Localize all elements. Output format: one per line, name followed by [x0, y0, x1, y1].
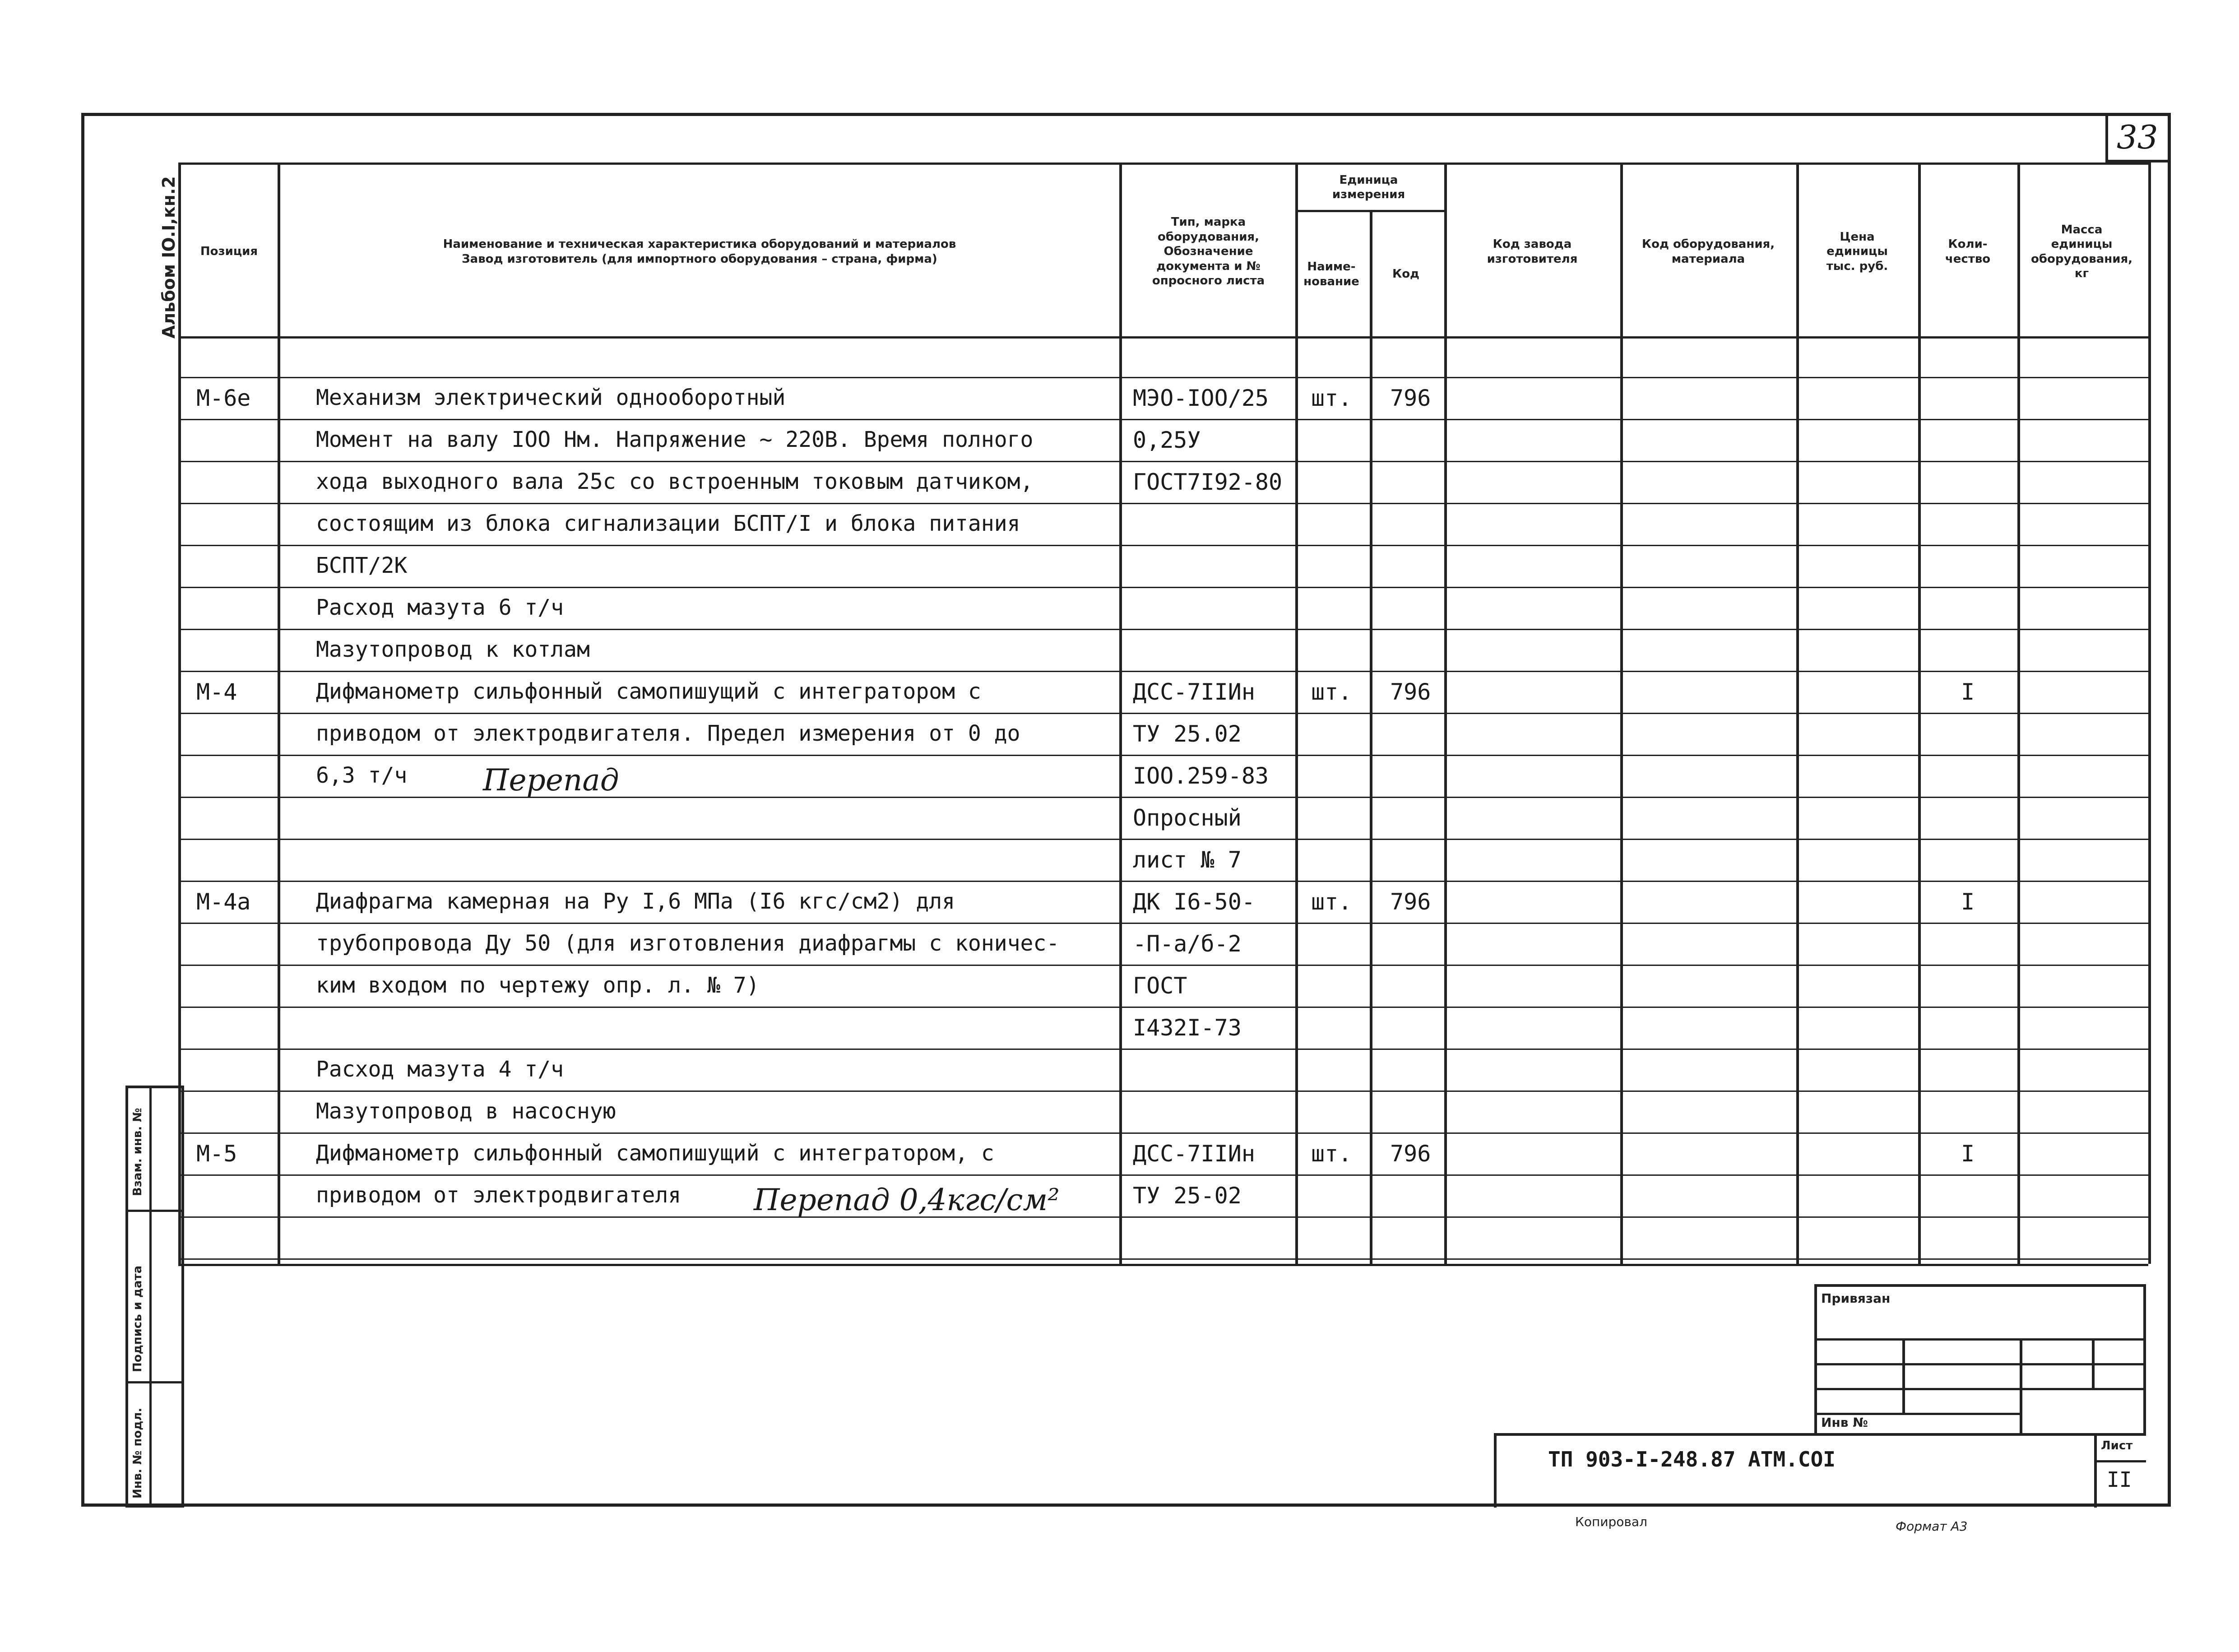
table-row-line: [178, 377, 2148, 378]
header-type: Тип, марка оборудования, Обозначение документа и № опросного листа: [1152, 215, 1265, 288]
table-row-line: [178, 629, 2148, 630]
table-row-line: [178, 1007, 2148, 1008]
handwritten-note-perepad: Перепад: [483, 763, 619, 798]
row-name: БСПТ/2К: [316, 553, 408, 578]
header-equip-code: Код оборудования, материала: [1641, 237, 1775, 266]
row-type: -П-а/б-2: [1133, 931, 1242, 957]
row-type: ТУ 25.02: [1133, 721, 1242, 747]
row-name: Диафрагма камерная на Ру I,6 МПа (I6 кгс/см2) для: [316, 889, 955, 914]
row-type: ГОСТ: [1133, 973, 1187, 999]
table-row-line: [178, 881, 2148, 882]
header-plant-code: Код завода изготовителя: [1487, 237, 1578, 266]
page-number: 33: [2117, 118, 2158, 156]
row-name: состоящим из блока сигнализации БСПТ/I и блока питания: [316, 511, 1020, 536]
table-header-bottom-line: [178, 336, 2148, 339]
row-type: ДСС-7IIИн: [1133, 1141, 1255, 1167]
table-top-line: [178, 162, 2148, 165]
row-name: Механизм электрический однооборотный: [316, 385, 786, 410]
row-name: Дифманометр сильфонный самопишущий с интегратором с: [316, 679, 981, 704]
title-inv-no-label: Инв №: [1821, 1415, 1868, 1430]
table-row-line: [178, 1132, 2148, 1134]
row-name: Дифманометр сильфонный самопишущий с интегратором, с: [316, 1141, 994, 1166]
row-name: Момент на валу IOO Нм. Напряжение ~ 220В. Время полного: [316, 427, 1034, 452]
side-stamp-podpis: Подпись и дата: [131, 1265, 144, 1372]
table-row-line: [178, 671, 2148, 672]
header-unit-code: Код: [1392, 267, 1420, 281]
row-type: ДК I6-50-: [1133, 889, 1255, 915]
document-code: ТП 903-I-248.87 АТМ.COI: [1548, 1447, 1836, 1471]
table-row-line: [178, 1049, 2148, 1050]
sheet-label: Лист: [2101, 1439, 2133, 1452]
table-row-line: [178, 965, 2148, 966]
table-row-line: [178, 587, 2148, 588]
row-unit-code: 796: [1390, 1141, 1431, 1167]
row-name: Расход мазута 4 т/ч: [316, 1057, 564, 1082]
row-type: IOO.259-83: [1133, 763, 1269, 789]
row-position: М-4: [196, 679, 237, 705]
table-row-line: [178, 419, 2148, 420]
kopiroval-label: Копировал: [1575, 1514, 1647, 1529]
row-name: приводом от электродвигателя. Предел измерения от 0 до: [316, 721, 1020, 746]
row-name: трубопровода Ду 50 (для изготовления диафрагмы с коничес-: [316, 931, 1060, 956]
row-unit-name: шт.: [1311, 385, 1352, 411]
format-label: Формат А3: [1896, 1519, 1968, 1534]
header-unit-name: Наиме- нование: [1303, 260, 1359, 288]
row-name: приводом от электродвигателя: [316, 1183, 681, 1208]
header-position: Позиция: [200, 245, 258, 259]
row-type: I432I-73: [1133, 1015, 1242, 1041]
row-position: М-5: [196, 1141, 237, 1167]
album-label: Альбом IO.I,кн.2: [159, 176, 179, 339]
table-row-line: [178, 1091, 2148, 1092]
row-name: Мазутопровод в насосную: [316, 1099, 616, 1124]
header-mass: Масса единицы оборудования, кг: [2030, 223, 2133, 280]
header-unit-group: Единица измерения: [1332, 173, 1405, 201]
row-type: ДСС-7IIИн: [1133, 679, 1255, 705]
row-unit-name: шт.: [1311, 679, 1352, 705]
handwritten-note-perepad-value: Перепад 0,4кгс/см²: [754, 1183, 1060, 1217]
row-unit-name: шт.: [1311, 889, 1352, 915]
table-row-line: [178, 1216, 2148, 1218]
row-unit-code: 796: [1390, 889, 1431, 915]
row-quantity: I: [1961, 679, 1975, 705]
table-column-line: [2148, 162, 2151, 1264]
header-qty: Коли- чество: [1945, 237, 1991, 266]
row-name: Мазутопровод к котлам: [316, 637, 590, 662]
row-name: ким входом по чертежу опр. л. № 7): [316, 973, 760, 998]
row-unit-name: шт.: [1311, 1141, 1352, 1167]
table-row-line: [178, 461, 2148, 462]
header-price: Цена единицы тыс. руб.: [1826, 230, 1888, 273]
table-row-line: [178, 923, 2148, 924]
table-row-line: [178, 713, 2148, 714]
table-row-line: [178, 797, 2148, 798]
header-name: Наименование и техническая характеристика оборудований и материалов Завод изготовитель (для импортного оборудования – страна, фирма): [443, 237, 956, 266]
row-unit-code: 796: [1390, 385, 1431, 411]
side-stamp-inv-podl: Инв. № подл.: [131, 1407, 144, 1499]
row-unit-code: 796: [1390, 679, 1431, 705]
row-name: хода выходного вала 25с со встроенным токовым датчиком,: [316, 469, 1034, 494]
row-quantity: I: [1961, 1141, 1975, 1167]
row-name: 6,3 т/ч: [316, 763, 408, 788]
title-privyazan-label: Привязан: [1821, 1291, 1891, 1306]
table-bottom-line: [178, 1264, 2148, 1266]
row-type: МЭО-IOO/25: [1133, 385, 1269, 411]
row-type: 0,25У: [1133, 427, 1201, 453]
table-column-line: [1370, 210, 1372, 1264]
row-type: лист № 7: [1133, 847, 1242, 873]
table-row-line: [178, 755, 2148, 756]
table-row-line: [178, 503, 2148, 504]
row-position: М-4а: [196, 889, 251, 915]
row-type: ТУ 25-02: [1133, 1183, 1242, 1209]
table-row-line: [178, 839, 2148, 840]
row-type: ГОСТ7I92-80: [1133, 469, 1283, 495]
row-quantity: I: [1961, 889, 1975, 915]
table-row-line: [178, 1174, 2148, 1176]
row-position: М-6е: [196, 385, 251, 411]
row-type: Опросный: [1133, 805, 1242, 831]
side-stamp-vzam: Взам. инв. №: [131, 1108, 144, 1196]
table-row-line: [178, 1258, 2148, 1260]
table-row-line: [178, 545, 2148, 546]
row-name: Расход мазута 6 т/ч: [316, 595, 564, 620]
sheet-number: II: [2107, 1467, 2132, 1492]
